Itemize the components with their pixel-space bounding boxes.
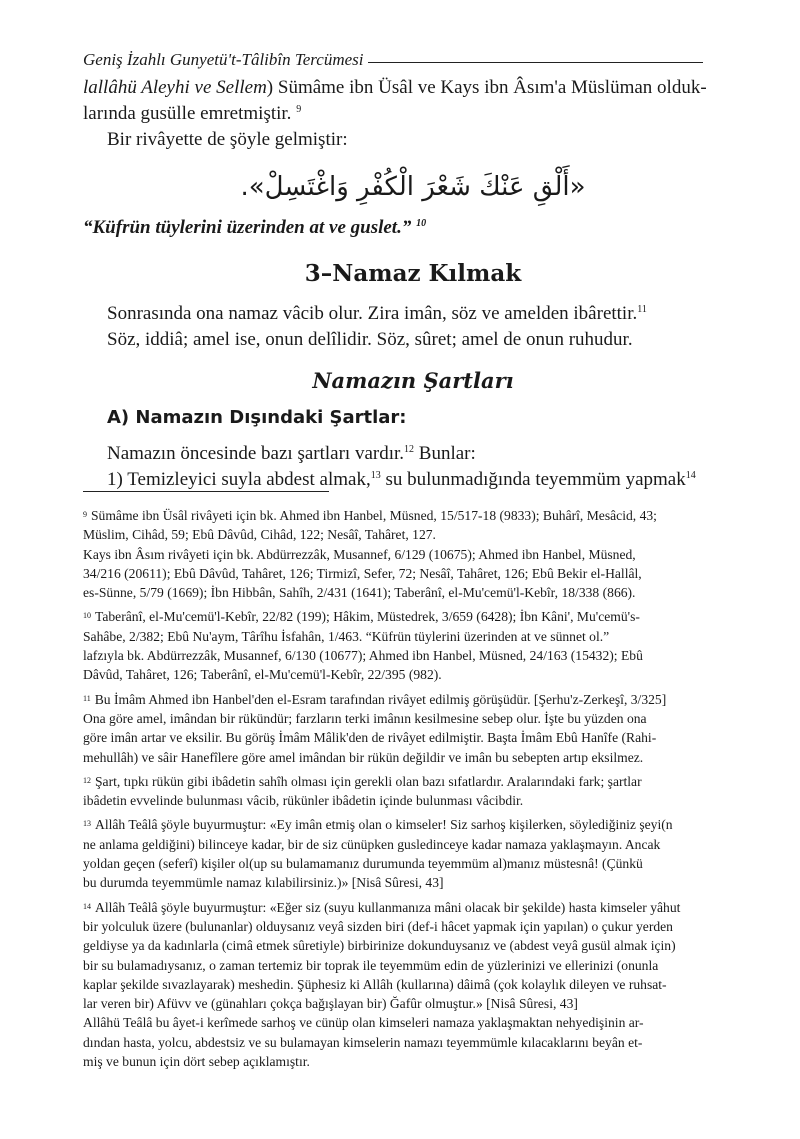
footnote-line: Taberânî, el-Mu'cemü'l-Kebîr, 22/82 (199); Hâkim, Müstedrek, 3/659 (6428); İbn Kâni', Mu'cemü's- — [95, 609, 640, 625]
subsection-title: Namazın Şartları — [312, 368, 514, 393]
footnote-10 — [83, 606, 719, 684]
paragraph-namaz-line2 — [107, 327, 719, 353]
footnote-line: ibâdetin evvelinde bulunması vâcib, rükünler ibâdetin içinde bulunması vâcibdir. — [83, 793, 524, 809]
footnote-line: Dâvûd, Tahâret, 126; Taberânî, el-Mu'cemü'l-Kebîr, 22/395 (982). — [83, 667, 442, 683]
footnote-14 — [83, 897, 719, 1072]
footnote-ref[interactable]: 10 — [416, 218, 427, 229]
section-title: 3–Namaz Kılmak — [304, 260, 522, 287]
footnote-line: yoldan geçen (seferî) kişiler ol(up su bulamamanız durumunda teyemmüm al)manız müstesnâ! (Çünkü — [83, 856, 643, 872]
footnote-number: 9 — [83, 510, 87, 519]
paragraph-text: larında gusülle emretmiştir. — [83, 103, 292, 124]
footnote-line: lar veren bir) Afüvv ve (günahları çokça bağışlayan bir) Ğafûr olmuştur.» [Nisâ Sûresi, 43] — [83, 996, 578, 1012]
footnote-line: 34/216 (20611); Ebû Dâvûd, Tahâret, 126; Tirmizî, Sefer, 72; Nesâî, Tahâret, 126; Ebû Bekir el-Hallâl, — [83, 565, 642, 581]
translation-text: “Küfrün tüylerini üzerinden at ve guslet.” — [83, 217, 412, 238]
footnote-number: 11 — [83, 693, 91, 703]
paragraph-text: ) Sümâme ibn Üsâl ve Kays ibn Âsım'a Müslüman olduk- — [266, 77, 707, 98]
hadith-translation — [83, 215, 719, 241]
paragraph-continuation — [83, 75, 719, 101]
footnote-line: dından hasta, yolcu, abdestsiz ve su bulamayan kimselerin namazı teyemmümle kılacaklarını beyân et- — [83, 1034, 643, 1050]
footnote-line: Bu İmâm Ahmed ibn Hanbel'den el-Esram tarafından rivâyet edilmiş görüşüdür. [Şerhu'z-Zerkeşî, 3/325] — [94, 691, 667, 707]
paragraph-text: Sonrasında ona namaz vâcib olur. Zira imân, söz ve amelden ibârettir. — [107, 303, 638, 324]
paragraph-text: Bunlar: — [414, 443, 476, 464]
footnote-ref[interactable]: 13 — [370, 470, 381, 481]
footnote-line: mehullâh) ve sâir Hanefîlere göre amel imândan bir rükün değildir ve imân bu sebepten artıp eksilmez. — [83, 749, 644, 765]
main-text — [83, 75, 719, 493]
list-item-text: su bulunmadığında teyemmüm yapmak — [380, 469, 686, 490]
footnote-line: Sümâme ibn Üsâl rivâyeti için bk. Ahmed ibn Hanbel, Müsned, 15/517-18 (9833); Buhârî, Mesâcid, 43; — [91, 508, 657, 523]
footnote-line: lafzıyla bk. Abdürrezzâk, Musannef, 6/130 (10677); Ahmed ibn Hanbel, Müsned, 24/163 (15432); Ebû — [83, 648, 643, 664]
footnote-number: 10 — [83, 611, 91, 621]
footnote-line: Müslim, Cihâd, 59; Ebû Dâvûd, Cihâd, 122; Nesâî, Tahâret, 127. — [83, 527, 436, 543]
paragraph-namaz — [107, 301, 719, 327]
running-title: Geniş İzahlı Gunyetü't-Tâlibîn Tercümesi — [83, 50, 364, 69]
footnote-line: Allâh Teâlâ şöyle buyurmuştur: «Eğer siz (suyu kullanmanıza mâni olacak bir şekilde) hasta kimseler yâhut — [95, 899, 681, 915]
footnote-line: kaplar şekilde sıvazlayarak) meshedin. Şüphesiz ki Allâh (kullarına) dâimâ (çok kolaylık dileyen ve ruhsat- — [83, 976, 667, 992]
paragraph-sartlar — [107, 441, 719, 467]
list-item-text: 1) Temizleyici suyla abdest almak, — [107, 469, 371, 490]
footnotes — [83, 505, 719, 1075]
footnote-number: 13 — [83, 819, 91, 829]
footnote-11 — [83, 689, 719, 767]
footnote-line: Ona göre amel, imândan bir rükündür; farzların terki imânın kesilmesine sebep olur. İşte bu yüzden ona — [83, 710, 647, 726]
footnote-ref[interactable]: 9 — [296, 104, 302, 115]
footnote-line: geldiyse ya da kadınlarla (cimâ etmek sûretiyle) birbirinize dokunduysanız ve (abdest veyâ gusül almak için) — [83, 938, 676, 954]
footnote-line: Kays ibn Âsım rivâyeti için bk. Abdürrezzâk, Musannef, 6/129 (10675); Ahmed ibn Hanbel, Müsned, — [83, 546, 636, 562]
footnote-number: 12 — [83, 775, 91, 785]
footnote-line: ne anlama geldiğini) bilinceye kadar, bir de siz cünüpken gusledinceye kadar namaza yaklaşmayın. Ancak — [83, 836, 661, 852]
footnote-line: miş ve bunun için dört sebep açıklamıştır. — [83, 1054, 310, 1070]
paragraph-text: Söz, iddiâ; amel ise, onun delîlidir. Söz, sûret; amel de onun ruhudur. — [107, 329, 633, 350]
subheading: A) Namazın Dışındaki Şartlar: — [107, 407, 407, 428]
paragraph-text: Namazın öncesinde bazı şartları vardır. — [107, 443, 405, 464]
header-rule — [368, 62, 704, 63]
footnote-line: bu durumda teyemmümle namaz kılabilirsiniz.)» [Nisâ Sûresi, 43] — [83, 875, 444, 891]
running-header — [83, 50, 703, 70]
footnote-ref[interactable]: 11 — [637, 304, 647, 315]
arabic-hadith-quote: «أَلْقِ عَنْكَ شَعْرَ الْكُفْرِ وَاغْتَسِلْ». — [240, 172, 586, 202]
paragraph-continuation-line2 — [83, 101, 719, 127]
footnote-line: Şart, tıpkı rükün gibi ibâdetin sahîh olması için gerekli olan bazı sıfatlardır. Aralarındaki fark; şartlar — [95, 773, 642, 789]
footnote-line: Allâh Teâlâ şöyle buyurmuştur: «Ey imân etmiş olan o kimseler! Siz sarhoş kişilerken, söylediğiniz şeyi(n — [95, 817, 673, 833]
footnote-separator — [83, 491, 329, 492]
footnote-line: es-Sünne, 5/79 (1669); İbn Hibbân, Sahîh, 2/431 (1641); Taberânî, el-Mu'cemü'l-Kebîr, 18/338 (866). — [83, 585, 636, 601]
footnote-line: Allâhü Teâlâ bu âyet-i kerîmede sarhoş ve cünüp olan kimseleri namaza yaklaşmaktan nehyedişinin ar- — [83, 1015, 644, 1031]
footnote-line: Sahâbe, 2/382; Ebû Nu'aym, Târîhu İsfahân, 1/463. “Küfrün tüylerini üzerinden at ve sünnet ol.” — [83, 628, 610, 644]
footnote-9 — [83, 505, 719, 602]
honorific-italic: lallâhü Aleyhi ve Sellem — [83, 77, 267, 98]
footnote-12 — [83, 771, 719, 811]
paragraph-text: Bir rivâyette de şöyle gelmiştir: — [107, 129, 348, 150]
footnote-ref[interactable]: 12 — [404, 444, 415, 455]
footnote-line: bir su bulamadıysanız, o zaman tertemiz bir toprak ile teyemmüm edin de yüzlerinizi ve ellerinizi (onunla — [83, 957, 659, 973]
footnote-13 — [83, 814, 719, 892]
footnote-number: 14 — [83, 901, 91, 911]
footnote-line: göre imân artar ve eksilir. Bu görüş İmâm Mâlik'den de rivâyet edilmiştir. Başta İmâm Ebû Hanîfe (Rahi- — [83, 730, 657, 746]
footnote-ref[interactable]: 14 — [685, 470, 696, 481]
paragraph-intro — [107, 127, 719, 153]
footnote-line: bir yolculuk üzere (bulunanlar) olduysanız veyâ sizden biri (def-i hâcet yapmak için yapılan) o çukur yerden — [83, 918, 673, 934]
list-item-1 — [107, 467, 719, 493]
